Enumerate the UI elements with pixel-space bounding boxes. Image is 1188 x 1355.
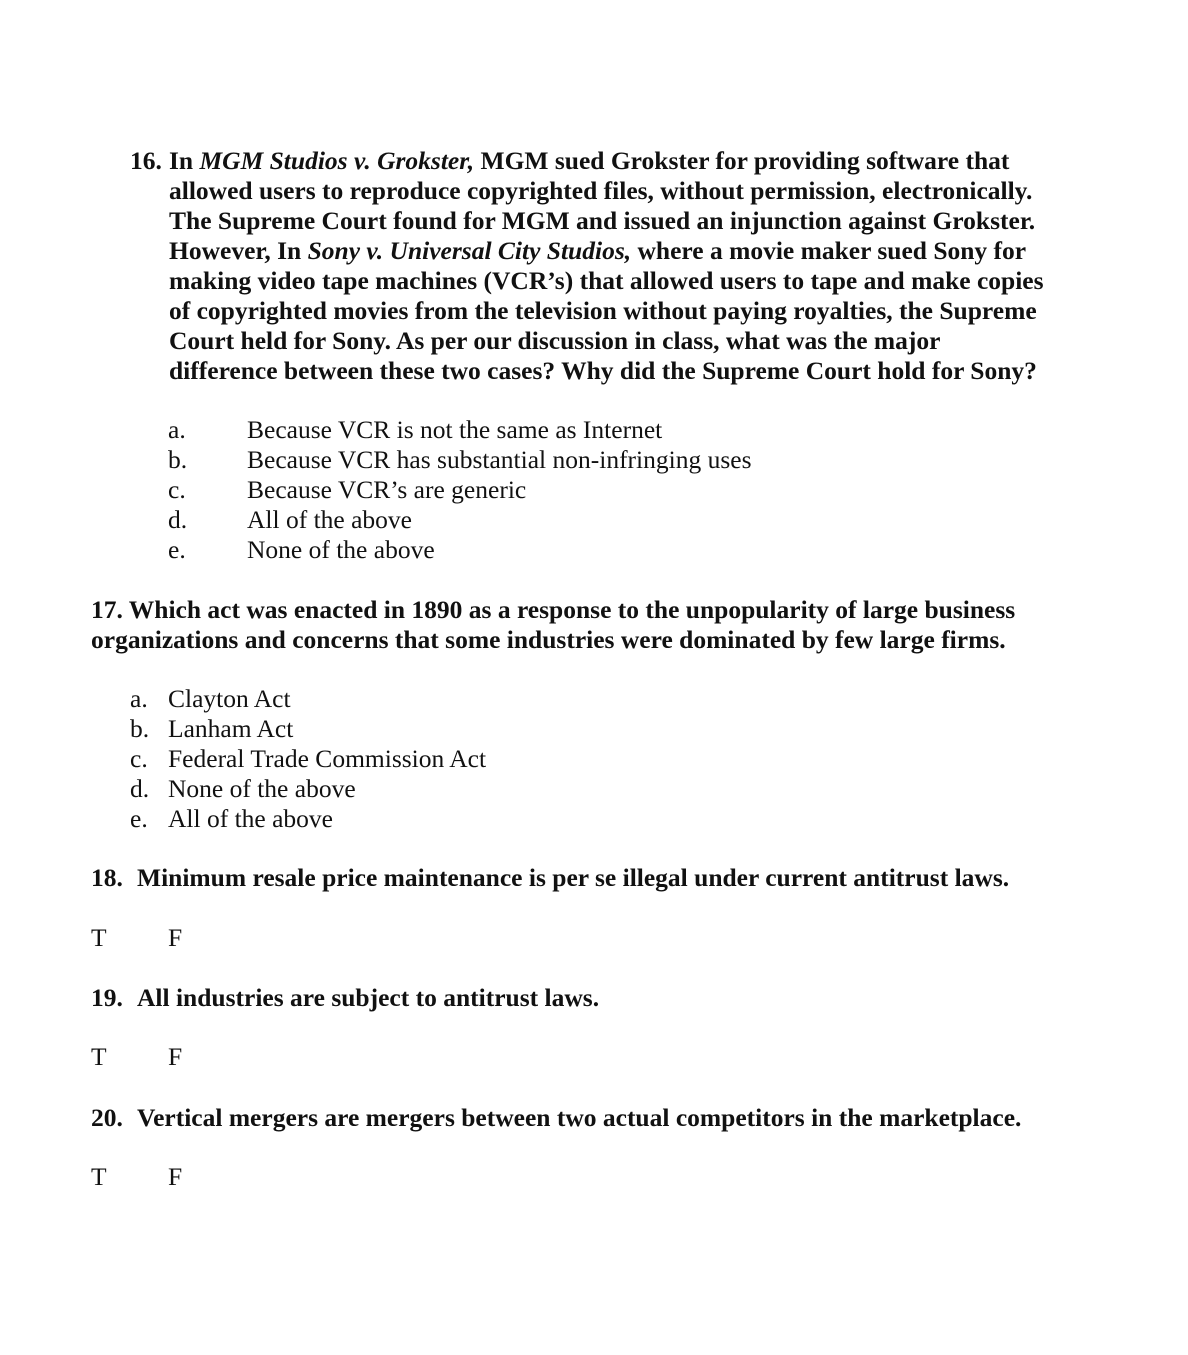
false-option[interactable]: F [168,1042,183,1071]
question-17-options [130,684,486,834]
question-16-line-2: allowed users to reproduce copyrighted files, without permission, electronically. [169,176,1033,205]
option-text: None of the above [168,774,356,803]
option-d[interactable] [130,774,486,804]
question-text: All industries are subject to antitrust laws. [137,983,600,1012]
option-letter: b. [168,445,188,474]
question-20 [91,1103,1021,1133]
option-text: All of the above [247,505,412,534]
question-16-options [168,415,752,565]
option-d[interactable] [168,505,752,535]
question-18 [91,863,1009,893]
option-text: None of the above [247,535,435,564]
question-text: MGM sued Grokster for providing software that [474,146,1010,175]
case-name-grokster: MGM Studios v. Grokster, [199,146,475,175]
option-text: Clayton Act [168,684,291,713]
question-number: 19. [91,983,123,1012]
question-17-line-2: organizations and concerns that some industries were dominated by few large firms. [91,625,1006,654]
question-text: Minimum resale price maintenance is per se illegal under current antitrust laws. [137,863,1010,892]
option-text: All of the above [168,804,333,833]
question-16 [130,146,1090,386]
option-text: Lanham Act [168,714,294,743]
option-letter: d. [130,774,150,803]
question-19-true-false [91,1042,182,1072]
option-letter: a. [130,684,148,713]
option-a[interactable] [130,684,486,714]
case-name-sony: Sony v. Universal City Studios, [307,236,632,265]
question-number: 20. [91,1103,123,1132]
option-b[interactable] [130,714,486,744]
question-text: Vertical mergers are mergers between two actual competitors in the marketplace. [137,1103,1022,1132]
option-c[interactable] [130,744,486,774]
false-option[interactable]: F [168,923,183,952]
question-16-line-7: Court held for Sony. As per our discussion in class, what was the major [169,326,941,355]
question-20-true-false [91,1162,182,1192]
option-letter: b. [130,714,150,743]
option-letter: a. [168,415,186,444]
option-c[interactable] [168,475,752,505]
question-number: 18. [91,863,123,892]
option-letter: e. [168,535,186,564]
option-b[interactable] [168,445,752,475]
question-19 [91,983,599,1013]
option-letter: c. [168,475,186,504]
question-16-line-3: The Supreme Court found for MGM and issued an injunction against Grokster. [169,206,1036,235]
question-text: However, In [169,236,308,265]
option-e[interactable] [130,804,486,834]
question-number: 16. [130,146,162,175]
option-letter: d. [168,505,188,534]
question-16-line-8: difference between these two cases? Why did the Supreme Court hold for Sony? [169,356,1037,385]
true-option[interactable]: T [91,1162,107,1191]
question-16-line-4 [130,236,1090,266]
question-16-line-5: making video tape machines (VCR’s) that allowed users to tape and make copies [169,266,1044,295]
false-option[interactable]: F [168,1162,183,1191]
option-text: Because VCR is not the same as Internet [247,415,663,444]
question-text: In [169,146,200,175]
true-option[interactable]: T [91,1042,107,1071]
question-text: where a movie maker sued Sony for [631,236,1027,265]
option-text: Federal Trade Commission Act [168,744,487,773]
option-a[interactable] [168,415,752,445]
option-text: Because VCR has substantial non-infringing uses [247,445,752,474]
question-16-line-6: of copyrighted movies from the television without paying royalties, the Supreme [169,296,1037,325]
question-17 [91,595,1015,655]
question-16-line-1 [130,146,1090,176]
true-option[interactable]: T [91,923,107,952]
option-text: Because VCR’s are generic [247,475,527,504]
option-letter: e. [130,804,148,833]
option-e[interactable] [168,535,752,565]
question-18-true-false [91,923,182,953]
question-17-line-1: 17. Which act was enacted in 1890 as a response to the unpopularity of large business [91,595,1016,624]
option-letter: c. [130,744,148,773]
